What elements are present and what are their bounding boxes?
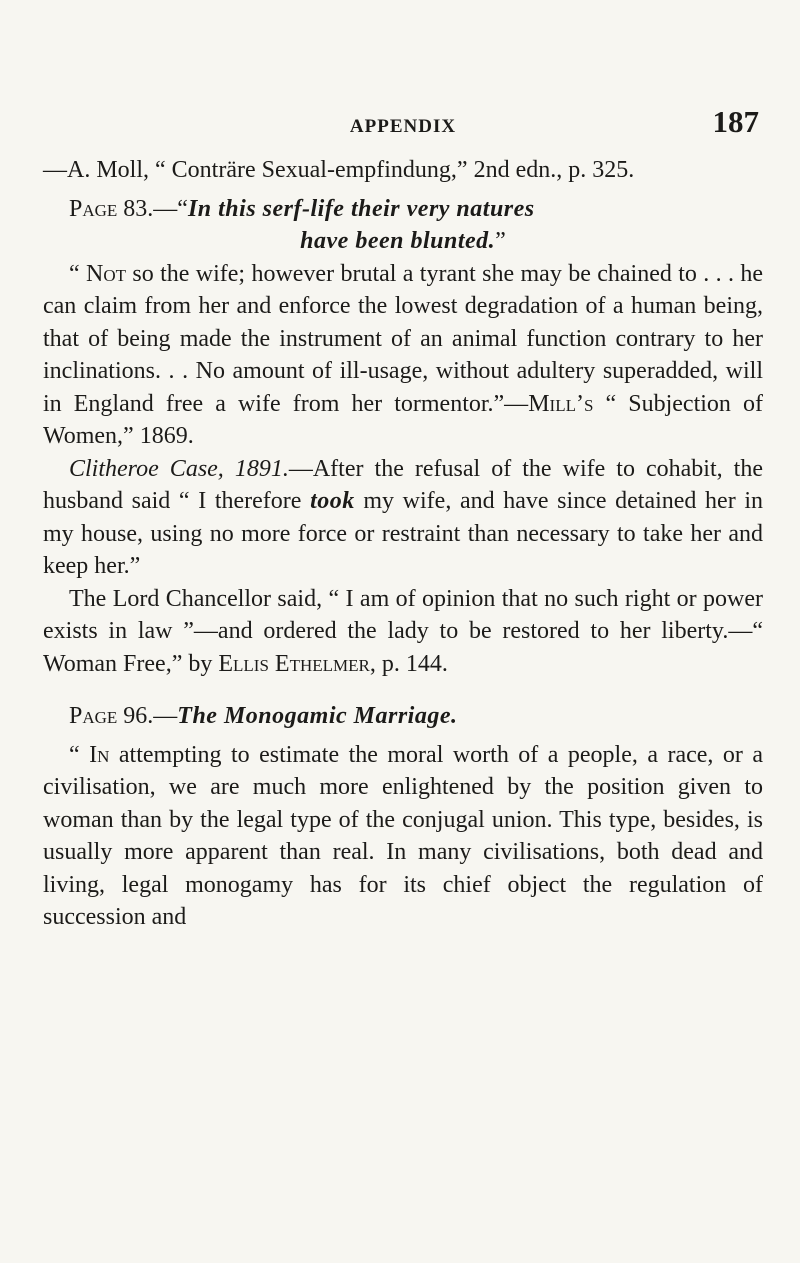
running-title: APPENDIX <box>349 116 457 137</box>
running-header <box>43 104 763 138</box>
mill-quotation-text: so the wife; however brutal a tyrant she may be chained to . . . he can claim from her and enforce the lowest degradation of a human being, that of being made the instrument of an animal function contrary to her inclinations. . . No amount of ill-usage, without adultery superadded, will in England free a wife from her tormentor.”— <box>43 260 763 417</box>
book-page <box>43 104 763 934</box>
mill-author: Mill’s <box>528 390 594 417</box>
page-96-heading <box>43 700 763 733</box>
page-96-label: Page 96. <box>69 703 154 729</box>
clitheroe-text-b: my wife, and have since detained her in my house, using no more force or restraint than necessary to take her and keep her.” <box>43 488 764 579</box>
page-83-heading <box>43 193 763 226</box>
lord-chancellor-text: The Lord Chancellor said, “ I am of opinion that no such right or power exists in law ”—and ordered the lady to be restored to her liberty.—“ Woman Free,” by <box>43 585 763 677</box>
clitheroe-text-a: —After the refusal of the wife to cohabit, the husband said “ I therefore <box>43 455 763 514</box>
monogamy-text: attempting to estimate the moral worth of a people, a race, or a civilisation, we are much more enlightened by the position given to woman than by the legal type of the conjugal union. This type, besides, is usually more apparent than real. In many civilisations, both dead and living, legal monogamy has for its chief object the regulation of succession and <box>43 741 764 930</box>
body-text <box>43 154 763 934</box>
page-83-quote-line2: have been blunted. <box>300 228 496 254</box>
moll-citation <box>43 154 763 187</box>
lord-chancellor-tail: , p. 144. <box>369 650 448 677</box>
page-96-title: The Monogamic Marriage. <box>177 703 458 729</box>
page-83-label: Page 83.—“ <box>69 195 188 222</box>
moll-citation-text: —A. Moll, “ Conträre Sexual-empfindung,” 2nd edn., p. 325. <box>43 157 635 183</box>
page-83-quote-close: ” <box>495 228 506 254</box>
mill-quotation-tail: “ Subjection of Women,” 1869. <box>43 390 763 449</box>
clitheroe-case-name: Clitheroe Case, 1891. <box>69 455 289 482</box>
clitheroe-emphasis: took <box>310 488 355 514</box>
page-number: 187 <box>712 104 759 139</box>
page-83-quote-line1: In this serf-life their very natures <box>187 195 535 222</box>
mill-quotation-lead: “ Not <box>69 260 127 287</box>
ethelmer-author: Ellis Ethelmer <box>218 650 370 677</box>
clitheroe-case <box>43 453 763 583</box>
monogamy-quotation <box>43 739 763 934</box>
page-83-heading-cont <box>43 225 763 258</box>
mill-quotation <box>43 258 763 453</box>
monogamy-lead: “ In <box>69 741 110 768</box>
page-96-dash: — <box>153 703 178 729</box>
lord-chancellor-paragraph <box>43 583 763 681</box>
